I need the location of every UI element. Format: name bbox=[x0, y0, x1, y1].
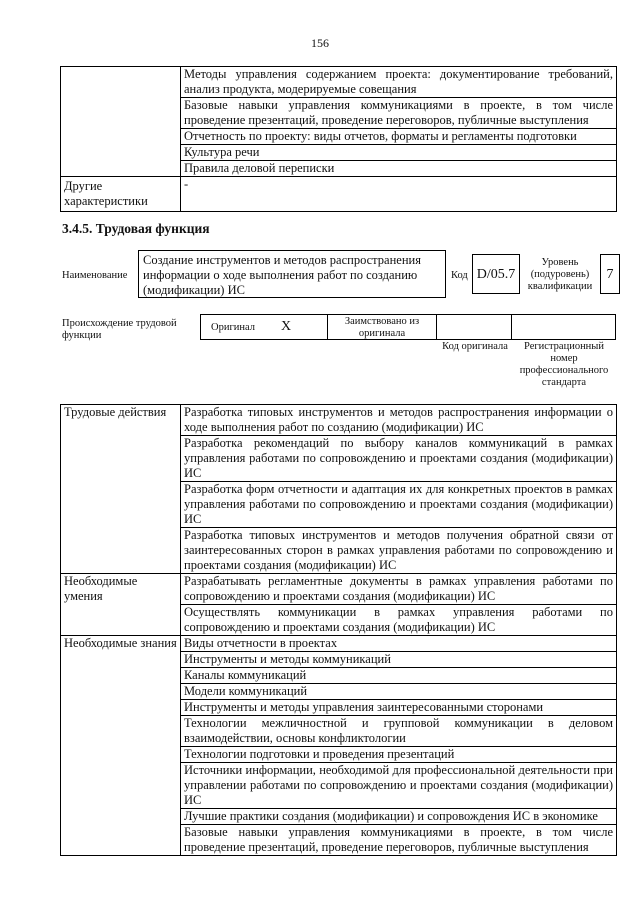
origin-table bbox=[200, 314, 616, 340]
qualification-level: 7 bbox=[600, 254, 620, 294]
function-code: D/05.7 bbox=[472, 254, 520, 294]
code-label: Код bbox=[451, 270, 468, 281]
other-characteristics-value: - bbox=[181, 177, 617, 212]
skill-item: Осуществлять коммуникации в рамках управления работами по сопровождению и проектами создания (модификации) ИС bbox=[181, 605, 617, 636]
knowledge-item: Виды отчетности в проектах bbox=[181, 636, 617, 652]
main-table bbox=[60, 404, 617, 856]
borrowed-label: Заимствовано из оригинала bbox=[344, 316, 420, 339]
knowledge-item: Инструменты и методы коммуникаций bbox=[181, 652, 617, 668]
required-skills-label: Необходимые умения bbox=[61, 574, 181, 636]
page-number: 156 bbox=[311, 36, 329, 50]
labor-action-item: Разработка типовых инструментов и методов получения обратной связи от заинтересованных сторон в рамках управления работами по сопровождению и проектами создания (модификации) ИС bbox=[181, 528, 617, 574]
origin-label: Происхождение трудовой функции bbox=[62, 318, 177, 341]
knowledge-item: Технологии межличностной и групповой коммуникации в деловом взаимодействии, основы конфликтологии bbox=[181, 716, 617, 747]
required-knowledge-label: Необходимые знания bbox=[61, 636, 181, 856]
knowledge-item: Модели коммуникаций bbox=[181, 684, 617, 700]
knowledge-item: Инструменты и методы управления заинтересованными сторонами bbox=[181, 700, 617, 716]
origin-original-cell bbox=[200, 314, 328, 340]
skill-item: Разрабатывать регламентные документы в рамках управления работами по сопровождению и проектами создания (модификации) ИС bbox=[181, 574, 617, 605]
top-table bbox=[60, 66, 617, 212]
labor-action-item: Разработка рекомендаций по выбору каналов коммуникаций в рамках управления работами по сопровождению и проектами создания (модификации) ИС bbox=[181, 436, 617, 482]
labor-action-item: Разработка форм отчетности и адаптация их для конкретных проектов в рамках управления работами по сопровождению и проектами создания (модификации) ИС bbox=[181, 482, 617, 528]
labor-action-item: Разработка типовых инструментов и методов распространения информации о ходе выполнения работ по созданию (модификации) ИС bbox=[181, 405, 617, 436]
section-heading: 3.4.5. Трудовая функция bbox=[62, 221, 210, 236]
knowledge-item: Каналы коммуникаций bbox=[181, 668, 617, 684]
labor-actions-label: Трудовые действия bbox=[61, 405, 181, 574]
original-label: Оригинал bbox=[211, 322, 255, 333]
top-table-item: Базовые навыки управления коммуникациями в проекте, в том числе проведение презентаций, проведение переговоров, публичные выступления bbox=[181, 98, 617, 129]
top-table-item: Культура речи bbox=[181, 145, 617, 161]
knowledge-item: Лучшие практики создания (модификации) и сопровождения ИС в экономике bbox=[181, 809, 617, 825]
name-label: Наименование bbox=[62, 270, 128, 281]
function-name: Создание инструментов и методов распространения информации о ходе выполнения работ по созданию (модификации) ИС bbox=[138, 250, 446, 298]
top-table-item: Правила деловой переписки bbox=[181, 161, 617, 177]
top-table-item: Методы управления содержанием проекта: документирование требований, анализ продукта, модерируемые совещания bbox=[181, 67, 617, 98]
origin-borrowed-cell bbox=[327, 314, 437, 340]
code-original-caption: Код оригинала bbox=[442, 341, 508, 352]
origin-reg-cell bbox=[511, 314, 616, 340]
knowledge-item: Базовые навыки управления коммуникациями в проекте, в том числе проведение презентаций, проведение переговоров, публичные выступления bbox=[181, 825, 617, 856]
knowledge-item: Технологии подготовки и проведения презентаций bbox=[181, 747, 617, 763]
origin-code-cell bbox=[436, 314, 512, 340]
knowledge-item: Источники информации, необходимой для профессиональной деятельности при управлении работами по сопровождению и проектами создания (модификации) ИС bbox=[181, 763, 617, 809]
original-mark: X bbox=[281, 319, 292, 334]
top-table-item: Отчетность по проекту: виды отчетов, форматы и регламенты подготовки bbox=[181, 129, 617, 145]
reg-number-caption: Регистрационный номер профессионального стандарта bbox=[519, 341, 609, 388]
top-table-label-empty bbox=[61, 67, 181, 177]
other-characteristics-label: Другие характеристики bbox=[61, 177, 181, 212]
level-label: Уровень (подуровень) квалификации bbox=[527, 257, 593, 292]
